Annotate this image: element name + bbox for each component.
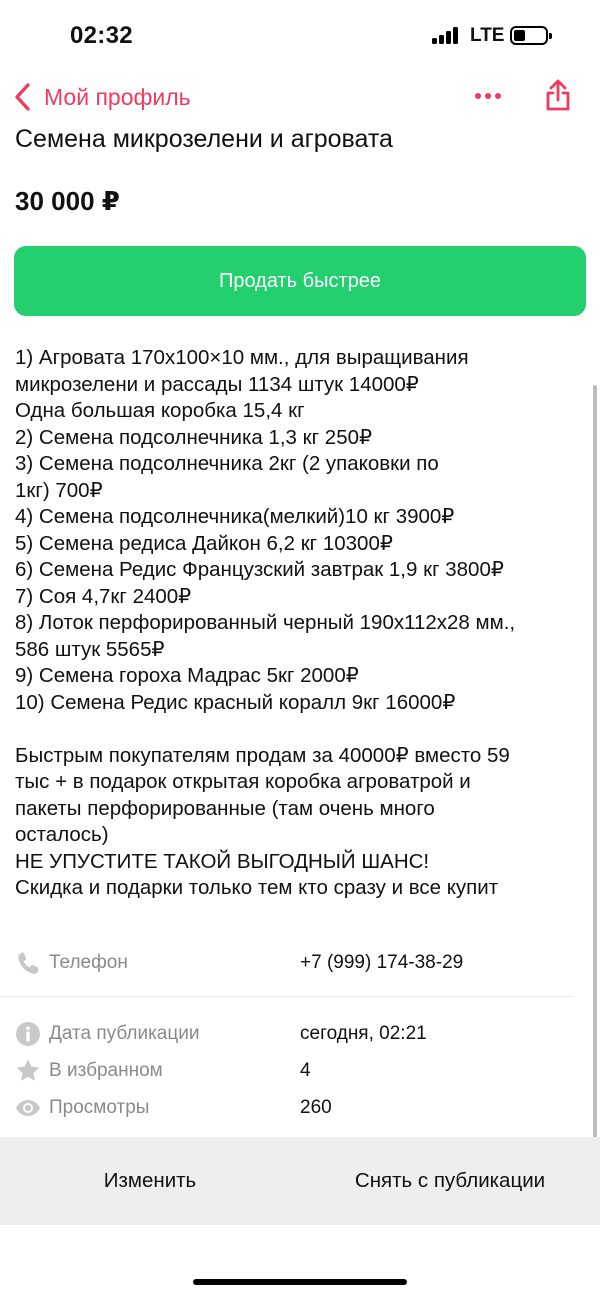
description-line: Скидка и подарки только тем кто сразу и все купит [15, 876, 499, 899]
description-line [15, 716, 590, 743]
scrollbar[interactable] [593, 385, 597, 1225]
battery-icon [510, 26, 548, 45]
chevron-left-icon [12, 82, 34, 112]
home-indicator[interactable] [193, 1279, 407, 1285]
listing-title: Семена микрозелени и агровата [15, 125, 393, 153]
phone-value[interactable]: +7 (999) 174-38-29 [300, 952, 464, 973]
back-button[interactable] [12, 78, 191, 116]
eye-icon [14, 1094, 42, 1122]
description-line: осталось) [15, 823, 109, 846]
description-line: 8) Лоток перфорированный черный 190х112х28 мм., [15, 611, 516, 634]
published-row [14, 1019, 574, 1049]
favorites-row [14, 1056, 574, 1086]
description-line: микрозелени и рассады 1134 штук 14000₽ [15, 372, 419, 396]
description-line: Быстрым покупателям продам за 40000₽ вместо 59 [15, 743, 510, 767]
more-button[interactable] [470, 80, 506, 112]
favorites-value: 4 [300, 1060, 311, 1081]
listing-price: 30 000 ₽ [15, 186, 120, 216]
published-value: сегодня, 02:21 [300, 1023, 427, 1044]
divider [0, 996, 572, 997]
signal-icon [432, 27, 462, 44]
info-icon [14, 1020, 42, 1048]
phone-label: Телефон [49, 952, 128, 973]
more-dots-icon [475, 93, 481, 99]
status-bar [0, 0, 600, 72]
views-value: 260 [300, 1097, 332, 1118]
published-label: Дата публикации [49, 1023, 200, 1044]
network-type: LTE [470, 25, 505, 46]
description-line: Одна большая коробка 15,4 кг [15, 399, 305, 422]
phone-icon [14, 949, 42, 977]
listing-description [15, 345, 590, 902]
description-line: тыс + в подарок открытая коробка агроватрой и [15, 770, 471, 793]
description-line: 6) Семена Редис Французский завтрак 1,9 кг 3800₽ [15, 558, 504, 581]
description-line: 9) Семена гороха Мадрас 5кг 2000₽ [15, 664, 359, 687]
description-line: 5) Семена редиса Дайкон 6,2 кг 10300₽ [15, 531, 393, 555]
description-line: НЕ УПУСТИТЕ ТАКОЙ ВЫГОДНЫЙ ШАНС! [15, 849, 430, 873]
description-line: 586 штук 5565₽ [15, 637, 165, 661]
description-line: 1) Агровата 170х100×10 мм., для выращивания [15, 346, 469, 369]
share-icon [540, 76, 576, 116]
views-label: Просмотры [49, 1097, 150, 1118]
description-line: пакеты перфорированные (там очень много [15, 796, 435, 820]
description-line: 2) Семена подсолнечника 1,3 кг 250₽ [15, 425, 373, 449]
description-line: 4) Семена подсолнечника(мелкий)10 кг 3900₽ [15, 505, 455, 528]
description-line: 1кг) 700₽ [15, 478, 103, 502]
sell-faster-button[interactable]: Продать быстрее [14, 246, 586, 316]
bottom-action-bar [0, 1137, 600, 1225]
unpublish-button[interactable]: Снять с публикации [354, 1169, 546, 1192]
description-line: 10) Семена Редис красный коралл 9кг 16000₽ [15, 690, 456, 714]
views-row [14, 1093, 574, 1123]
status-time: 02:32 [70, 22, 133, 49]
star-icon [14, 1057, 42, 1085]
phone-row[interactable] [14, 948, 574, 978]
back-label: Мой профиль [44, 83, 191, 110]
favorites-label: В избранном [49, 1060, 163, 1081]
edit-button[interactable]: Изменить [103, 1169, 197, 1192]
share-button[interactable] [540, 76, 576, 116]
description-line: 3) Семена подсолнечника 2кг (2 упаковки по [15, 452, 439, 475]
description-line: 7) Соя 4,7кг 2400₽ [15, 584, 192, 608]
